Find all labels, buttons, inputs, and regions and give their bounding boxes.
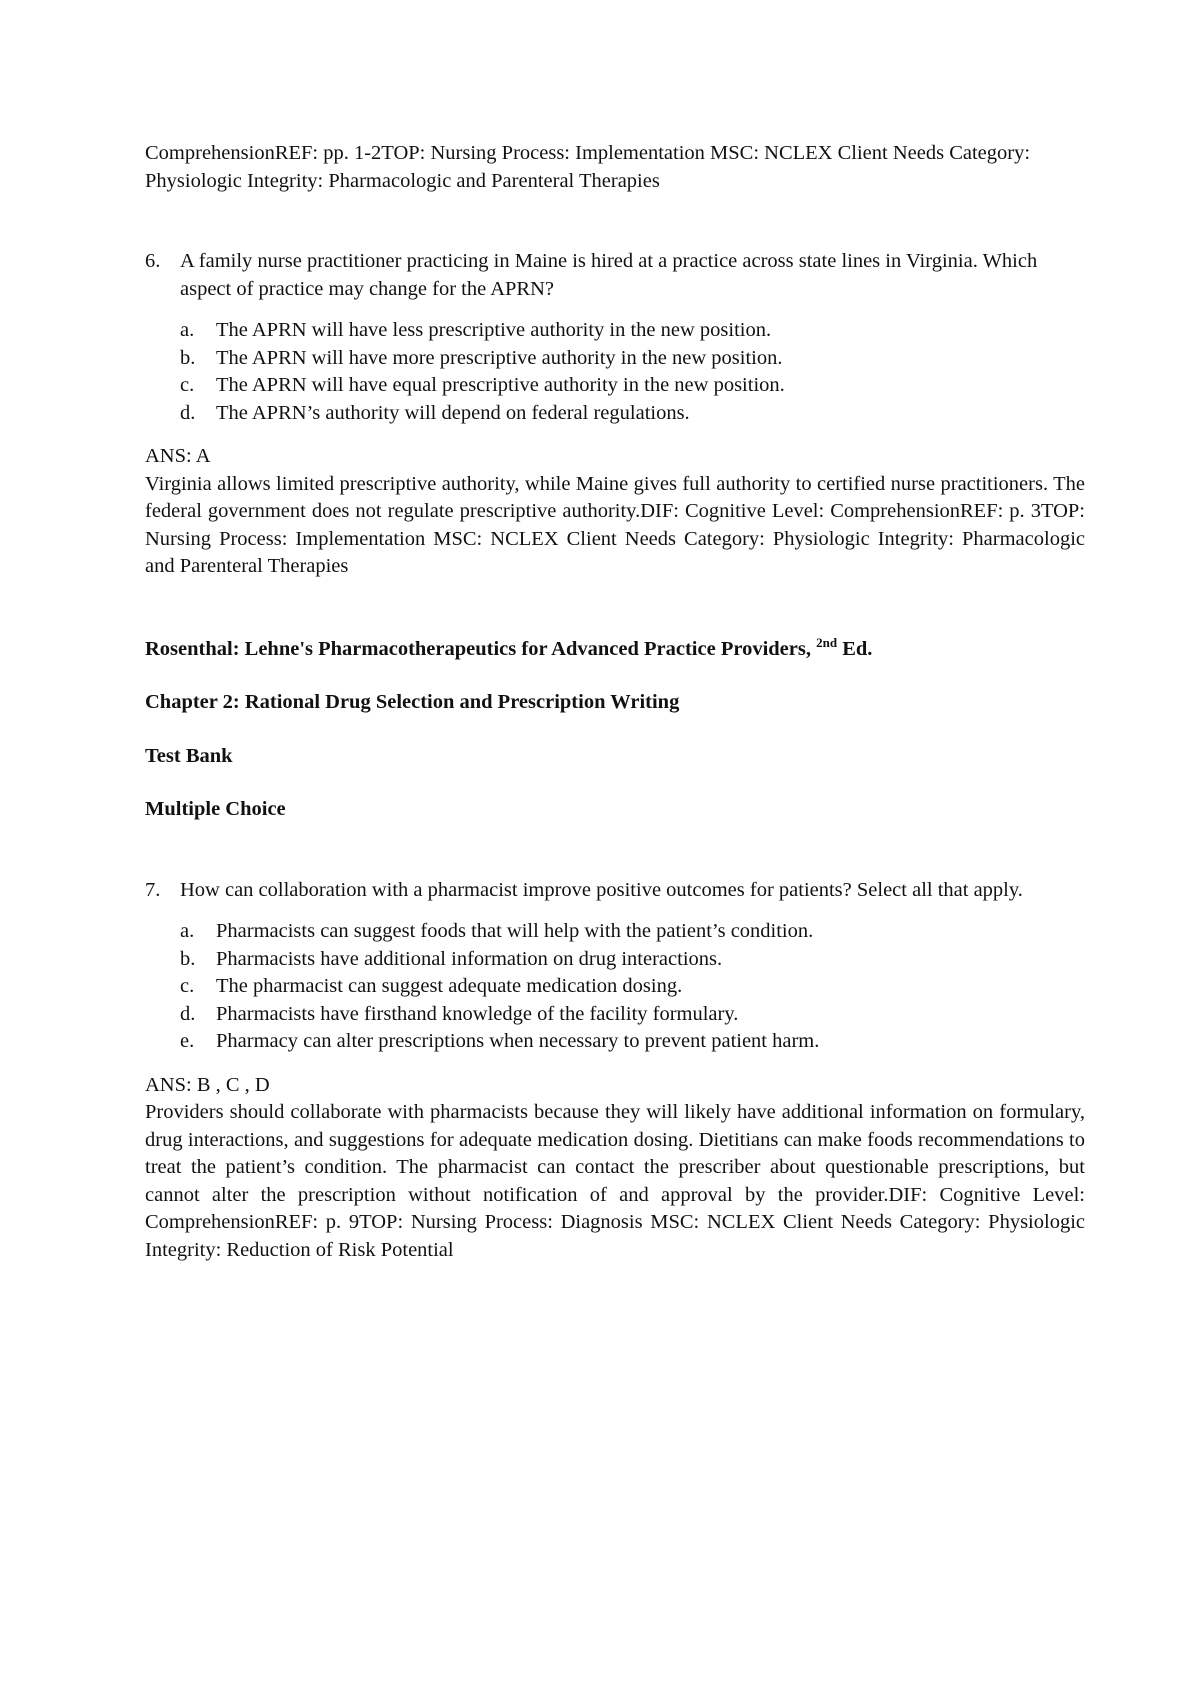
question-stem [145, 877, 1085, 905]
option-b [180, 946, 1085, 974]
option-text: The pharmacist can suggest adequate medication dosing. [216, 975, 683, 997]
section-heading: Multiple Choice [145, 798, 286, 820]
book-title-heading: Rosenthal: Lehne's Pharmacotherapeutics for Advanced Practice Providers, $^{2nd}$ Ed. [145, 634, 873, 660]
option-letter: a. [180, 920, 195, 942]
question-text: A family nurse practitioner practicing in Maine is hired at a practice across state lines in Virginia. Which aspect of practice may change for the APRN? [180, 250, 1038, 300]
option-c [180, 973, 1085, 1001]
option-text: Pharmacy can alter prescriptions when necessary to prevent patient harm. [216, 1030, 820, 1052]
option-letter: d. [180, 1002, 196, 1025]
option-c [180, 372, 1085, 400]
option-letter: c. [180, 374, 195, 396]
option-text: The APRN’s authority will depend on federal regulations. [216, 401, 690, 424]
answer-options [180, 317, 1085, 427]
option-letter: e. [180, 1030, 195, 1052]
option-letter: b. [180, 947, 196, 970]
option-text: The APRN will have more prescriptive authority in the new position. [216, 346, 783, 369]
option-a [180, 918, 1085, 946]
question-text: How can collaboration with a pharmacist improve positive outcomes for patients? Select all that apply. [180, 878, 1023, 901]
option-b [180, 345, 1085, 373]
option-d [180, 1001, 1085, 1029]
option-e [180, 1028, 1085, 1056]
question-number: 6. [145, 250, 161, 272]
option-text: Pharmacists have firsthand knowledge of the facility formulary. [216, 1002, 739, 1025]
option-text: The APRN will have less prescriptive authority in the new position. [216, 319, 772, 341]
answer-rationale: Providers should collaborate with pharmacists because they will likely have additional information on formulary, drug interactions, and suggestions for adequate medication dosing. Dietitians can make foods recommendations to treat the patient’s condition. The pharmacist can contact the prescriber about questionable prescriptions, but cannot alter the prescription without notification of and approval by the provider.DIF: Cognitive Level: ComprehensionREF: p. 9TOP: Nursing Process: Diagnosis MSC: NCLEX Client Needs Category: Physiologic Integrity: Reduction of Risk Potential [145, 1101, 1085, 1261]
question-6 [145, 248, 1085, 581]
question-stem [145, 248, 1085, 303]
answer-options [180, 918, 1085, 1056]
option-letter: c. [180, 975, 195, 997]
option-text: The APRN will have equal prescriptive authority in the new position. [216, 374, 785, 396]
option-a [180, 317, 1085, 345]
document-page [145, 140, 1085, 1264]
test-bank-heading: Test Bank [145, 744, 233, 767]
option-letter: b. [180, 346, 196, 369]
option-d [180, 400, 1085, 428]
answer-rationale: Virginia allows limited prescriptive authority, while Maine gives full authority to certified nurse practitioners. The federal government does not regulate prescriptive authority.DIF: Cognitive Level: ComprehensionREF: p. 3TOP: Nursing Process: Implementation MSC: NCLEX Client Needs Category: Physiologic Integrity: Pharmacologic and Parenteral Therapies [145, 472, 1085, 577]
option-text: Pharmacists can suggest foods that will help with the patient’s condition. [216, 920, 814, 942]
question-number: 7. [145, 878, 161, 901]
answer-key: ANS: A [145, 445, 211, 467]
chapter-heading: Chapter 2: Rational Drug Selection and Prescription Writing [145, 691, 680, 713]
option-letter: d. [180, 401, 196, 424]
option-letter: a. [180, 319, 195, 341]
question-7 [145, 877, 1085, 1265]
previous-rationale-fragment: ComprehensionREF: pp. 1-2TOP: Nursing Process: Implementation MSC: NCLEX Client Needs Category: Physiologic Integrity: Pharmacologic and Parenteral Therapies [145, 142, 1031, 192]
answer-key: ANS: B , C , D [145, 1073, 270, 1096]
option-text: Pharmacists have additional information on drug interactions. [216, 947, 723, 970]
